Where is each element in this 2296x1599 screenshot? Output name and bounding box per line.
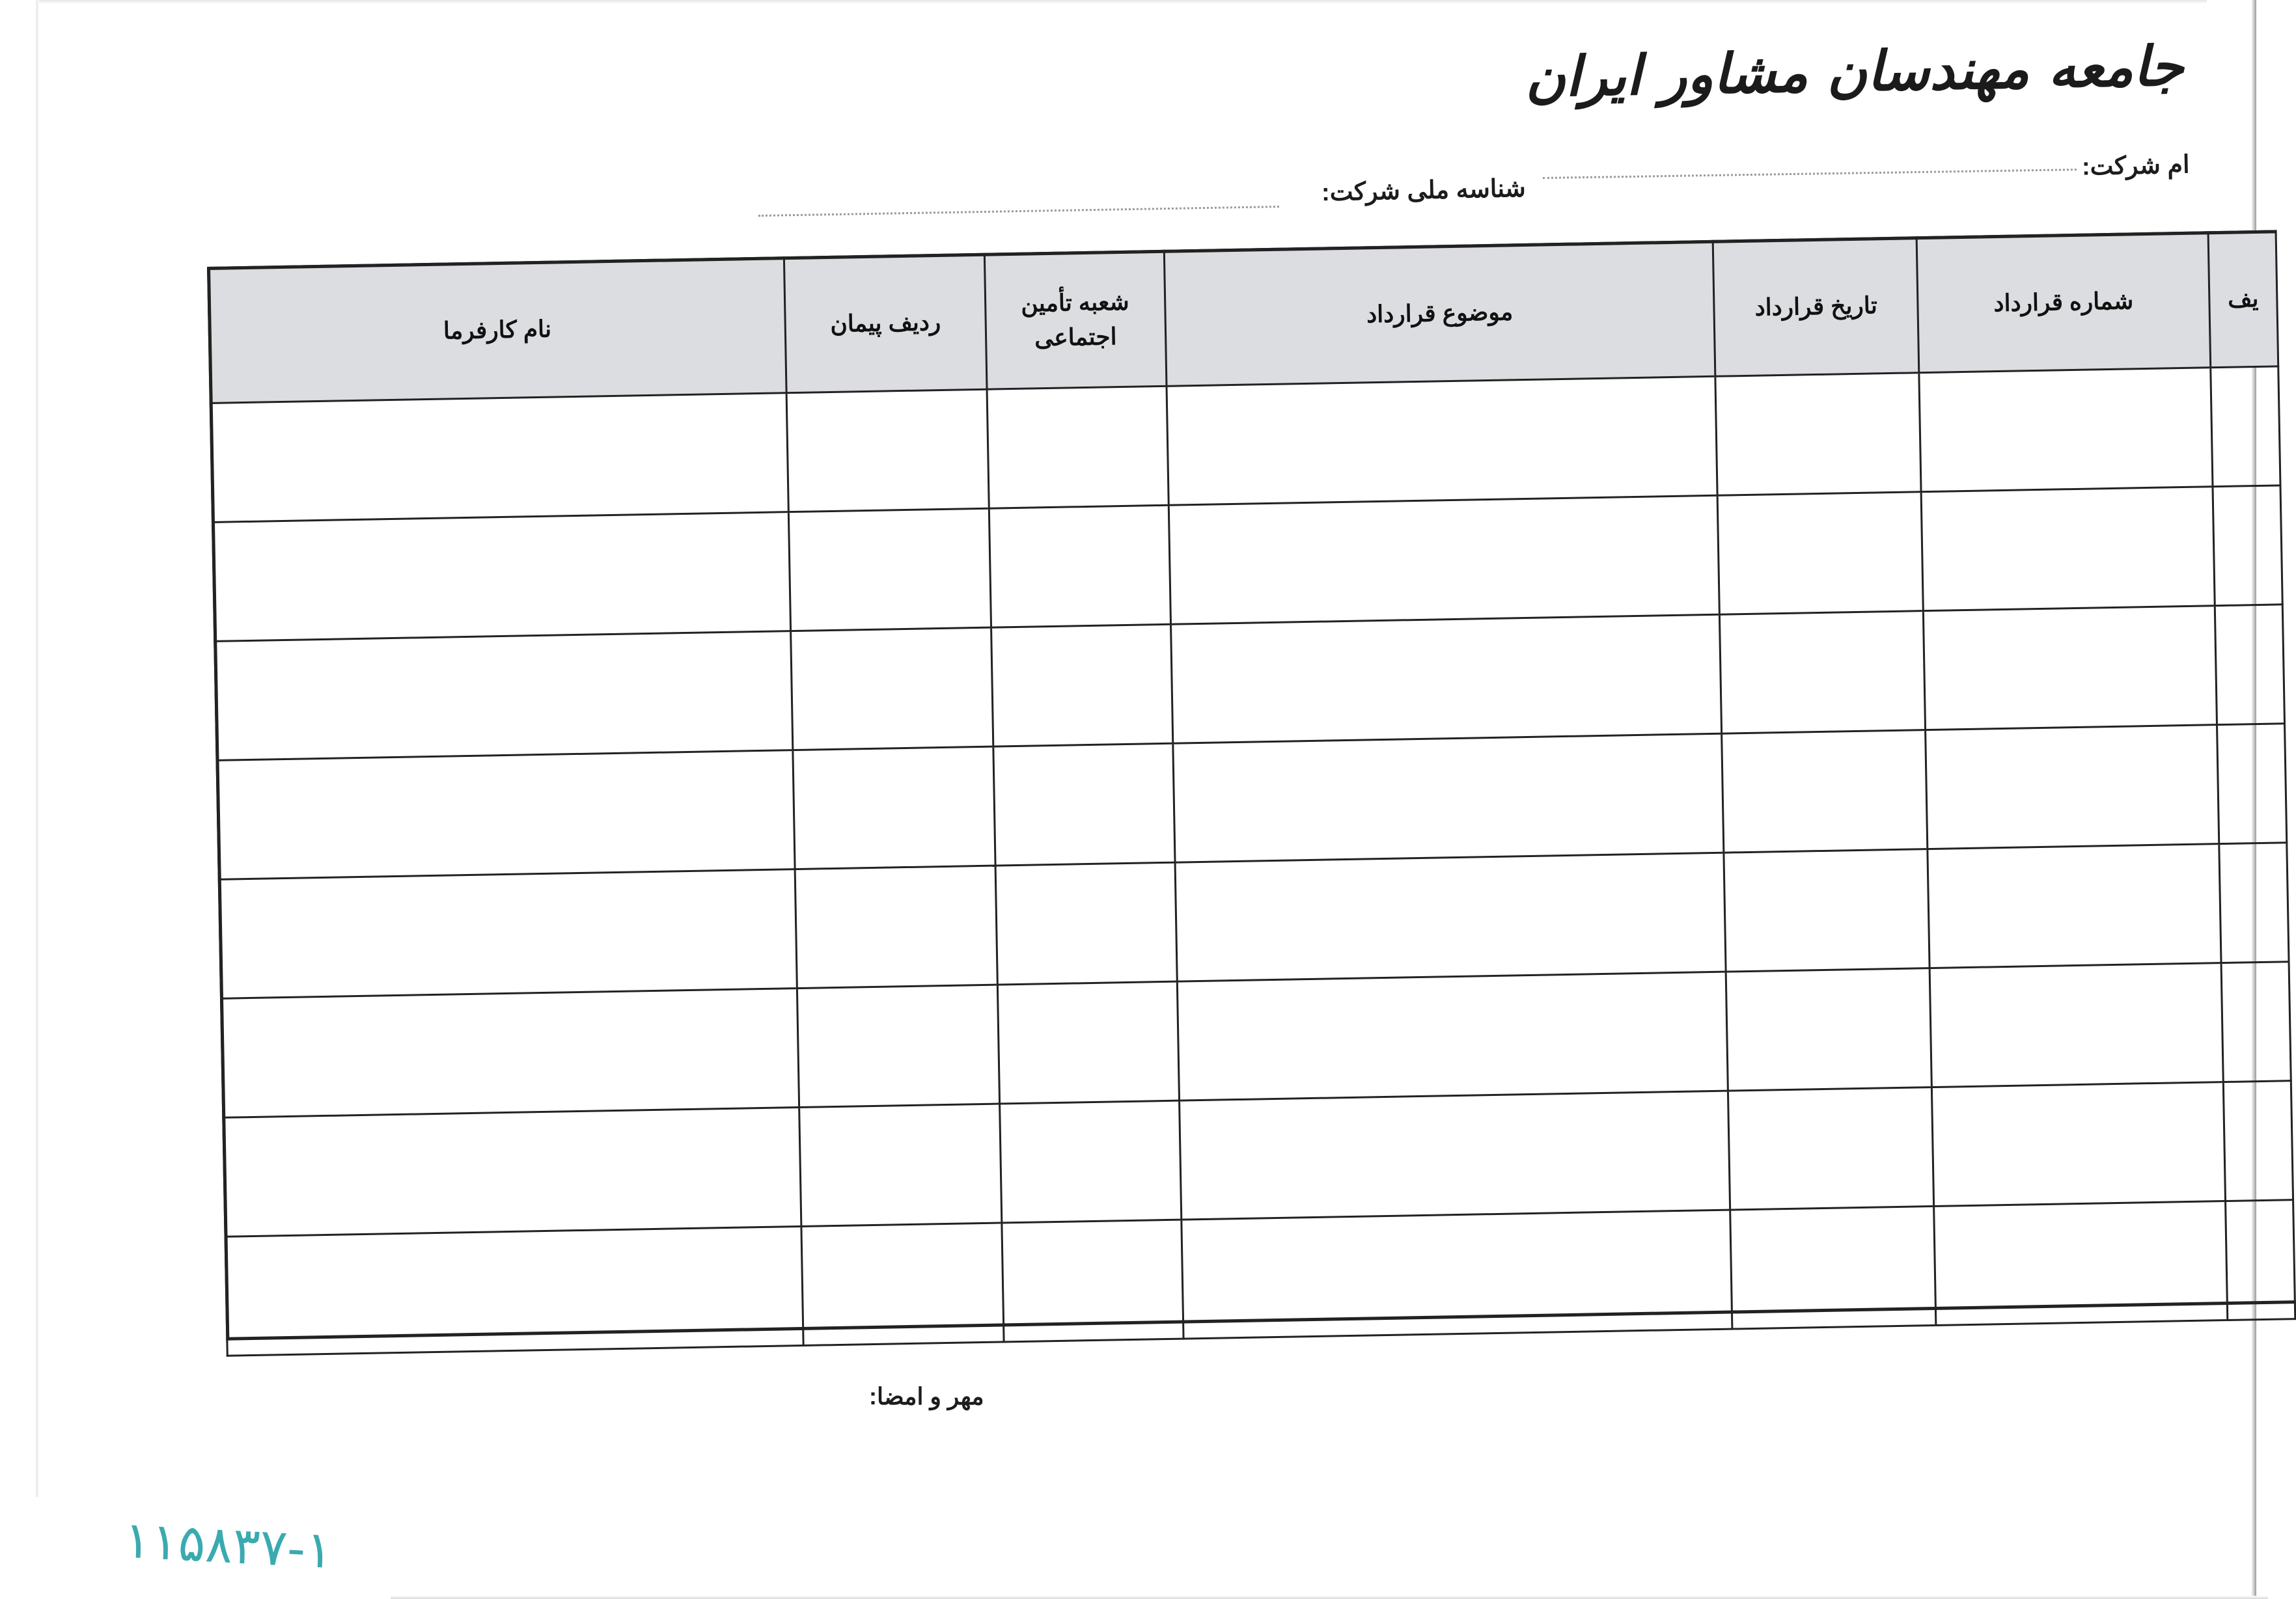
column-header-employer-name: نام کارفرما — [208, 258, 787, 403]
table-cell[interactable] — [989, 505, 1170, 627]
table-cell[interactable] — [1722, 730, 1928, 853]
column-header-contract-number: شماره قرارداد — [1916, 232, 2211, 373]
table-cell[interactable] — [2217, 724, 2286, 844]
table-cell[interactable] — [2215, 605, 2284, 725]
table-cell[interactable] — [225, 1226, 804, 1356]
table-cell[interactable] — [219, 869, 797, 999]
signature-stamp-label: مهر و امضا: — [869, 1383, 984, 1410]
table-cell[interactable] — [1730, 1207, 1936, 1330]
table-cell[interactable] — [1928, 844, 2221, 968]
table-cell[interactable] — [999, 1100, 1181, 1223]
table-cell[interactable] — [795, 866, 997, 988]
table-cell[interactable] — [801, 1223, 1003, 1345]
table-cell[interactable] — [799, 1104, 1001, 1226]
table-cell[interactable] — [1726, 968, 1932, 1091]
table-cell[interactable] — [993, 743, 1175, 866]
table-cell[interactable] — [221, 989, 800, 1118]
table-cell[interactable] — [797, 985, 999, 1107]
table-cell[interactable] — [1173, 733, 1724, 862]
table-cell[interactable] — [1715, 373, 1921, 496]
table-cell[interactable] — [1179, 1091, 1730, 1220]
table-cell[interactable] — [223, 1108, 802, 1237]
column-header-row-number: یف — [2208, 231, 2278, 368]
handwritten-document-number: ۱۱۵۸۳۷-۱ — [122, 1510, 335, 1581]
table-cell[interactable] — [1175, 853, 1726, 981]
table-cell[interactable] — [1170, 614, 1722, 743]
column-header-contract-date: تاریخ قرارداد — [1713, 238, 1919, 377]
table-cell[interactable] — [1931, 1082, 2225, 1207]
table-cell[interactable] — [2223, 1081, 2293, 1201]
table-cell[interactable] — [1923, 606, 2217, 730]
table-cell[interactable] — [991, 624, 1172, 746]
table-cell[interactable] — [789, 508, 991, 631]
column-header-contract-subject: موضوع قرارداد — [1164, 241, 1715, 386]
table-cell[interactable] — [791, 627, 993, 750]
table-cell[interactable] — [210, 393, 789, 523]
table-cell[interactable] — [215, 631, 794, 761]
organization-logo: جامعه مهندسان مشاور ایران — [1524, 33, 2184, 109]
table-cell[interactable] — [1177, 972, 1728, 1100]
table-cell[interactable] — [2211, 366, 2280, 487]
table-cell[interactable] — [1002, 1220, 1183, 1342]
column-header-contract-row: ردیف پیمان — [784, 254, 987, 392]
table-cell[interactable] — [1929, 963, 2223, 1087]
table-cell[interactable] — [217, 750, 795, 880]
national-id-label: شناسه ملی شرکت: — [1321, 174, 1527, 207]
table-cell[interactable] — [1167, 376, 1718, 505]
table-cell[interactable] — [1926, 725, 2219, 849]
table-cell[interactable] — [2213, 485, 2282, 606]
contracts-table — [207, 230, 2296, 1356]
table-cell[interactable] — [1169, 495, 1720, 624]
column-header-social-security-branch: شعبه تأمین اجتماعی — [984, 251, 1167, 389]
table-cell[interactable] — [2219, 843, 2289, 963]
table-cell[interactable] — [995, 862, 1177, 985]
table-cell[interactable] — [1934, 1201, 2228, 1326]
table-cell[interactable] — [987, 386, 1169, 508]
table-cell[interactable] — [2221, 962, 2291, 1082]
table-cell[interactable] — [1728, 1087, 1934, 1210]
table-cell[interactable] — [1919, 368, 2213, 492]
table-cell[interactable] — [212, 512, 791, 642]
table-cell[interactable] — [997, 981, 1179, 1104]
table-cell[interactable] — [1182, 1210, 1733, 1339]
table-cell[interactable] — [1720, 611, 1926, 734]
company-name-label: ام شرکت: — [2082, 151, 2191, 181]
table-cell[interactable] — [1724, 849, 1929, 972]
table-cell[interactable] — [787, 389, 989, 512]
contracts-table-wrapper — [207, 231, 2259, 1341]
table-cell[interactable] — [1718, 492, 1924, 615]
table-body — [210, 366, 2295, 1356]
table-cell[interactable] — [793, 746, 995, 869]
table-cell[interactable] — [1921, 487, 2215, 611]
table-cell[interactable] — [2225, 1200, 2295, 1320]
